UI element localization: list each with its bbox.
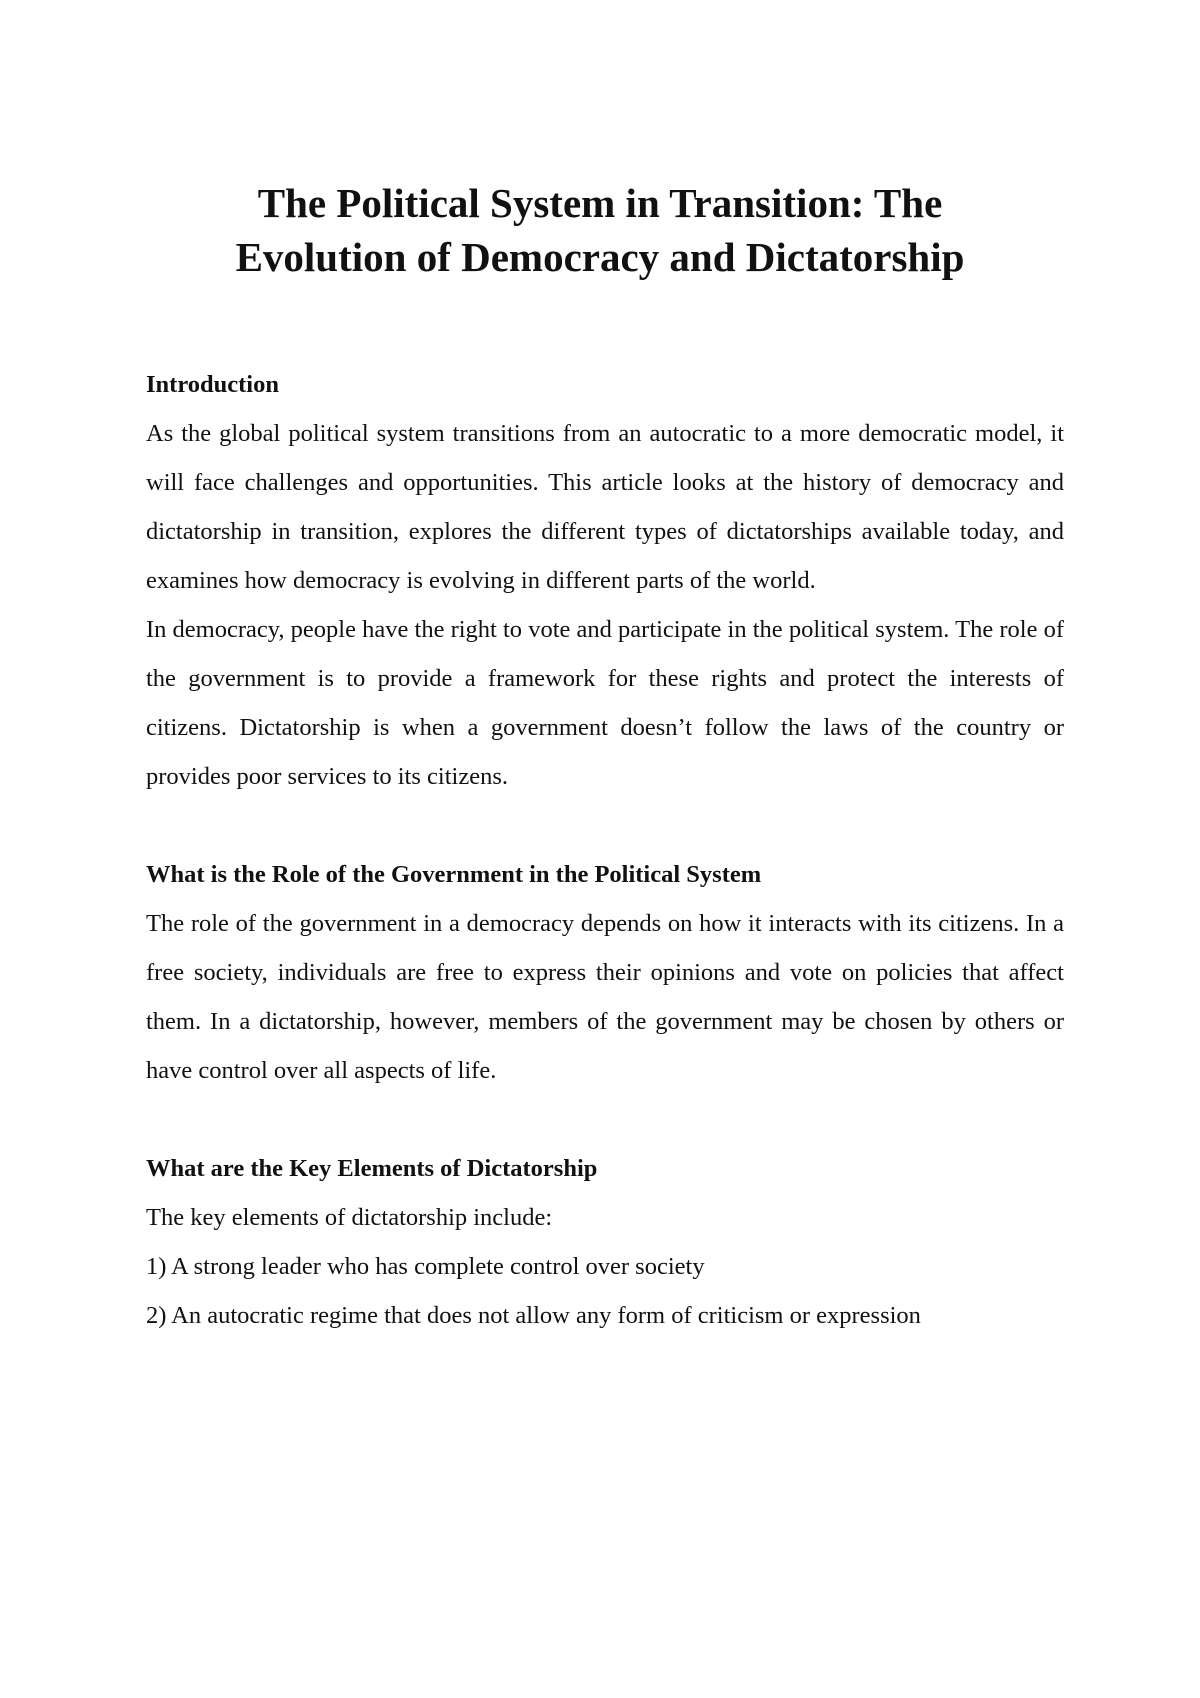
section-introduction [146,360,1064,801]
paragraph: As the global political system transitions from an autocratic to a more democratic model, it will face challenges and opportunities. This article looks at the history of democracy and dictatorship in transition, explores the different types of dictatorships available today, and examines how democracy is evolving in different parts of the world. [146,420,1064,594]
title-line-1: The Political System in Transition: The [257,180,943,226]
section-heading: Introduction [146,371,279,398]
section-spacer [146,1095,1064,1144]
section-heading: What is the Role of the Government in the Political System [146,861,762,888]
section-heading: What are the Key Elements of Dictatorship [146,1155,598,1182]
section-role-of-government [146,850,1064,1095]
paragraph: The key elements of dictatorship include: [146,1204,553,1231]
document-body [146,360,1064,1340]
title-line-2: Evolution of Democracy and Dictatorship [235,234,965,280]
paragraph: In democracy, people have the right to vote and participate in the political system. The role of the government is to provide a framework for these rights and protect the interests of citizens. Dictatorship is when a government doesn’t follow the laws of the country or provides poor services to its citizens. [146,616,1064,790]
section-key-elements [146,1144,1064,1340]
document-title [110,176,1090,284]
list-item: 1) A strong leader who has complete control over society [146,1253,705,1280]
section-spacer [146,801,1064,850]
paragraph: The role of the government in a democracy depends on how it interacts with its citizens. In a free society, individuals are free to express their opinions and vote on policies that affect them. In a dictatorship, however, members of the government may be chosen by others or have control over all aspects of life. [146,910,1064,1084]
list-item: 2) An autocratic regime that does not allow any form of criticism or expression [146,1302,921,1329]
